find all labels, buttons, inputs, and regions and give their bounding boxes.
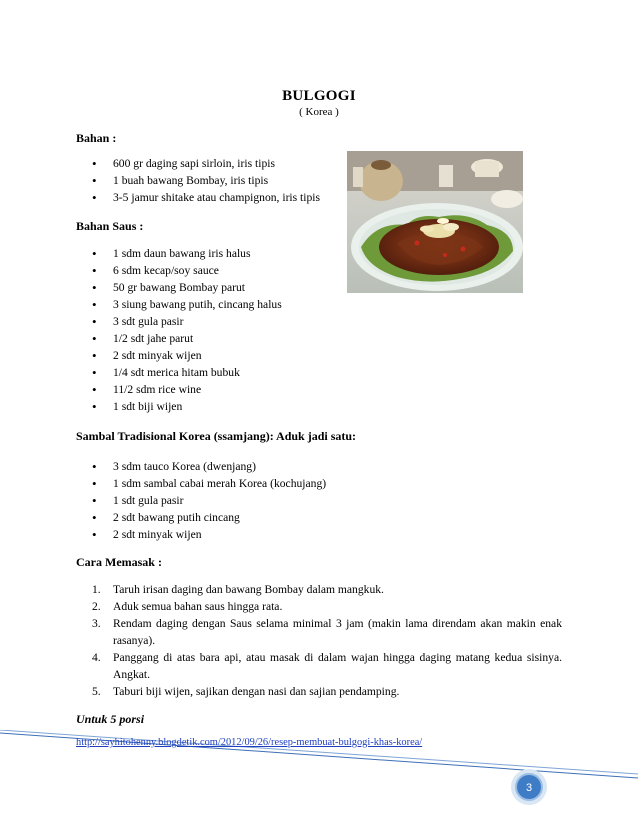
source-link[interactable]: http://sayhitohenny.blogdetik.com/2012/09/26/resep-membuat-bulgogi-khas-korea/ bbox=[76, 737, 423, 748]
bulgogi-photo bbox=[347, 151, 523, 293]
step-text: Rendam daging dengan Saus selama minimal 3 jam (makin lama direndam akan makin enak rasanya). bbox=[113, 617, 562, 647]
step-text: Taburi biji wijen, sajikan dengan nasi dan sajian pendamping. bbox=[113, 685, 400, 698]
list-item: • 6 sdm kecap/soy sauce bbox=[92, 262, 282, 279]
list-item: • 11/2 sdm rice wine bbox=[92, 381, 282, 398]
list-item: • 3 sdm tauco Korea (dwenjang) bbox=[92, 458, 326, 475]
step-number: 2. bbox=[92, 600, 101, 613]
step-text: Panggang di atas bara api, atau masak di dalam wajan hingga daging matang kedua sisinya. Angkat. bbox=[113, 651, 562, 681]
cara-heading: Cara Memasak : bbox=[76, 555, 162, 569]
bahan-list bbox=[92, 155, 320, 206]
list-item: • 1 sdt biji wijen bbox=[92, 398, 282, 415]
saus-heading: Bahan Saus : bbox=[76, 219, 144, 233]
serving-note: Untuk 5 porsi bbox=[76, 712, 145, 726]
sambal-list bbox=[92, 458, 326, 543]
sambal-heading: Sambal Tradisional Korea (ssamjang): Aduk jadi satu: bbox=[76, 429, 357, 443]
list-item: • 1 buah bawang Bombay, iris tipis bbox=[92, 172, 320, 189]
list-item: • 2 sdt bawang putih cincang bbox=[92, 509, 326, 526]
list-item: • 50 gr bawang Bombay parut bbox=[92, 279, 282, 296]
list-item: • 1 sdm sambal cabai merah Korea (kochujang) bbox=[92, 475, 326, 492]
cara-steps bbox=[92, 581, 562, 700]
step-text: Aduk semua bahan saus hingga rata. bbox=[113, 600, 283, 613]
step-number: 1. bbox=[92, 583, 101, 596]
list-item: • 2 sdt minyak wijen bbox=[92, 347, 282, 364]
list-item: • 1/2 sdt jahe parut bbox=[92, 330, 282, 347]
list-item: • 1 sdm daun bawang iris halus bbox=[92, 245, 282, 262]
step-item bbox=[92, 649, 562, 683]
step-item bbox=[92, 615, 562, 649]
step-item bbox=[92, 683, 562, 700]
step-text: Taruh irisan daging dan bawang Bombay dalam mangkuk. bbox=[113, 583, 384, 596]
list-item: • 3-5 jamur shitake atau champignon, iris tipis bbox=[92, 189, 320, 206]
page-number-badge bbox=[510, 768, 548, 806]
recipe-title: BULGOGI bbox=[282, 88, 356, 104]
list-item: • 3 sdt gula pasir bbox=[92, 313, 282, 330]
step-number: 5. bbox=[92, 685, 101, 698]
list-item: • 1 sdt gula pasir bbox=[92, 492, 326, 509]
page-number: 3 bbox=[525, 782, 533, 794]
list-item: • 3 siung bawang putih, cincang halus bbox=[92, 296, 282, 313]
bahan-heading: Bahan : bbox=[76, 131, 117, 145]
step-number: 4. bbox=[92, 651, 101, 664]
list-item: • 2 sdt minyak wijen bbox=[92, 526, 326, 543]
step-item bbox=[92, 598, 562, 615]
list-item: • 1/4 sdt merica hitam bubuk bbox=[92, 364, 282, 381]
step-item bbox=[92, 581, 562, 598]
step-number: 3. bbox=[92, 617, 101, 630]
saus-list bbox=[92, 245, 282, 415]
recipe-origin: ( Korea ) bbox=[299, 106, 339, 118]
list-item: • 600 gr daging sapi sirloin, iris tipis bbox=[92, 155, 320, 172]
